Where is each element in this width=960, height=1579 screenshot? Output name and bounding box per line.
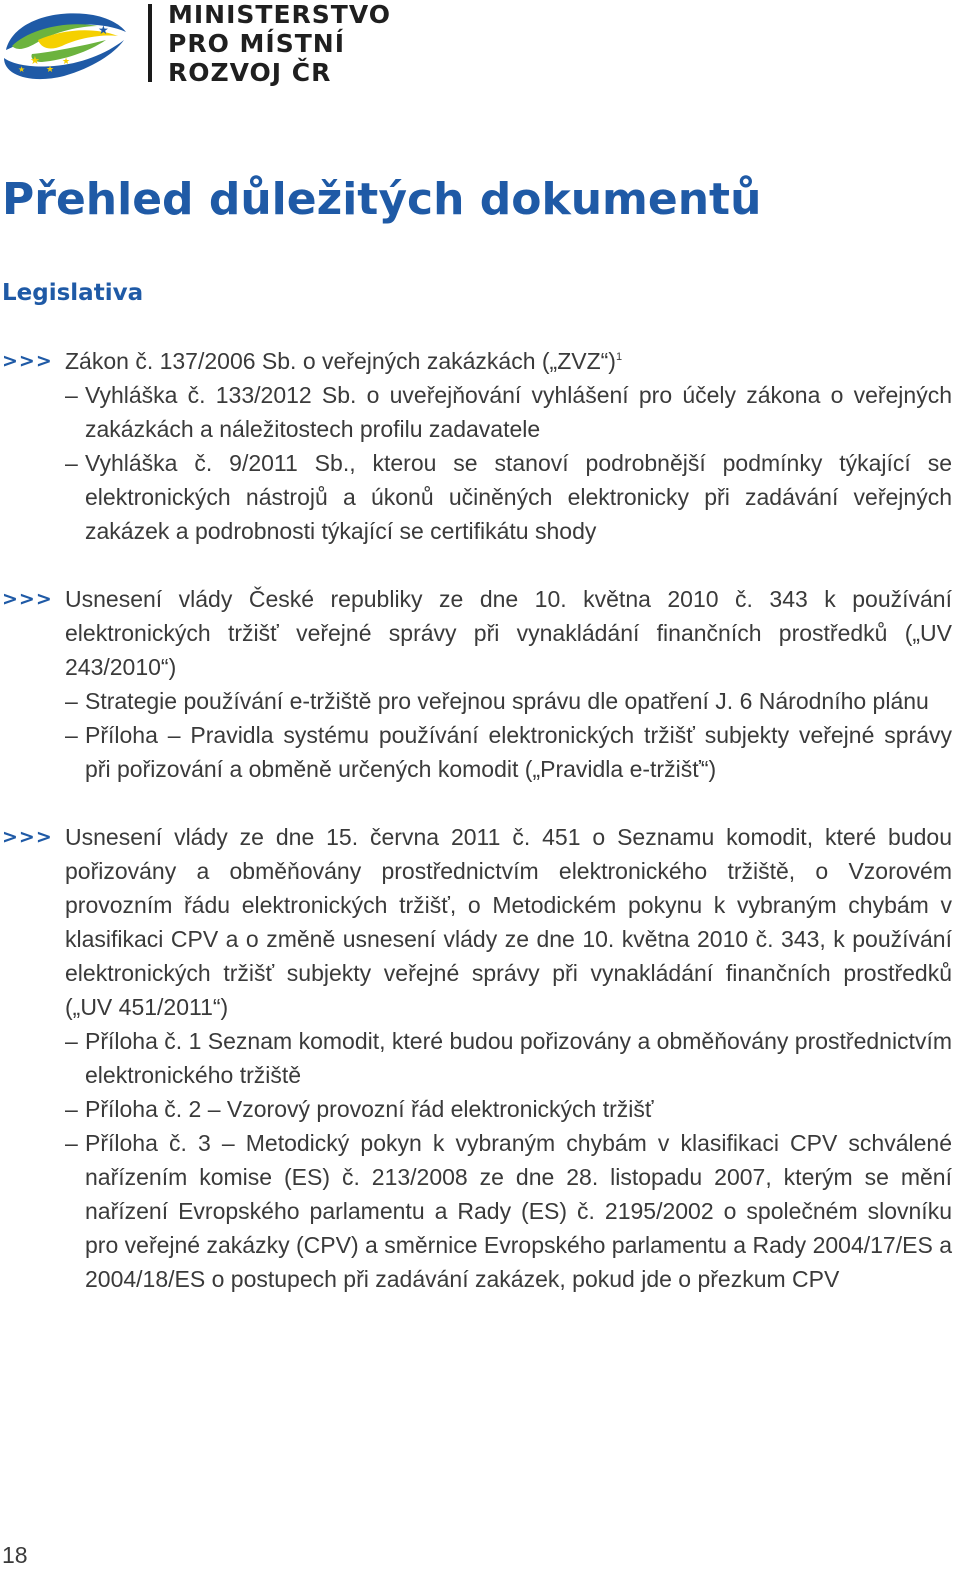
document-group <box>0 820 952 1296</box>
bullet-marker: >>> <box>2 826 53 848</box>
page-number: 18 <box>2 1542 28 1568</box>
document-title <box>65 820 952 1024</box>
sub-document-text: Vyhláška č. 133/2012 Sb. o uveřejňování vyhlášení pro účely zákona o veřejných zakázkách a náležitostech profilu zadavatele <box>85 382 952 442</box>
document-group <box>0 344 952 548</box>
sub-document: – Vyhláška č. 133/2012 Sb. o uveřejňování vyhlášení pro účely zákona o veřejných zakázkách a náležitostech profilu zadavatele <box>65 382 952 442</box>
bullet-marker: >>> <box>2 350 53 372</box>
logo-line: ROZVOJ ČR <box>168 58 332 87</box>
sub-document: – Strategie používání e-tržiště pro veřejnou správu dle opatření J. 6 Národního plánu <box>65 688 929 714</box>
svg-text:★: ★ <box>30 54 40 67</box>
sub-document-text: Příloha č. 3 – Metodický pokyn k vybraným chybám v klasifikaci CPV schválené nařízením komise (ES) č. 213/2008 ze dne 28. listopadu 2007, kterým se mění nařízení Evropského parlamentu a Rady (ES) č. 2195/2002 o společném slovníku pro veřejné zakázky (CPV) a směrnice Evropského parlamentu a Rady 2004/17/ES a 2004/18/ES o postupech při zadávání zakázek, pokud jde o přezkum CPV <box>85 1130 952 1292</box>
document-list <box>0 344 952 1330</box>
sub-document-text: Příloha č. 2 – Vzorový provozní řád elektronických tržišť <box>85 1096 654 1122</box>
logo-divider <box>148 4 152 82</box>
sub-document: – Příloha č. 3 – Metodický pokyn k vybraným chybám v klasifikaci CPV schválené nařízením komise (ES) č. 213/2008 ze dne 28. listopadu 2007, kterým se mění nařízení Evropského parlamentu a Rady (ES) č. 2195/2002 o společném slovníku pro veřejné zakázky (CPV) a směrnice Evropského parlamentu a Rady 2004/17/ES a 2004/18/ES o postupech při zadávání zakázek, pokud jde o přezkum CPV <box>65 1130 952 1292</box>
document-title-text: Usnesení vlády ze dne 15. června 2011 č. 451 o Seznamu komodit, které budou pořizovány a obměňovány prostřednictvím elektronického tržiště, o Vzorovém provozním řádu elektronických tržišť, o Metodickém pokynu k vybraným chybám v klasifikaci CPV a o změně usnesení vlády ze dne 10. května 2010 č. 343, k používání elektronických tržišť subjekty veřejné správy při vynakládání finančních prostředků („UV 451/2011“) <box>65 824 952 1020</box>
sub-document-text: Příloha č. 1 Seznam komodit, které budou pořizovány a obměňovány prostřednictvím elektronického tržiště <box>85 1028 952 1088</box>
logo-line: PRO MÍSTNÍ <box>168 29 345 58</box>
sub-document: – Příloha č. 1 Seznam komodit, které budou pořizovány a obměňovány prostřednictvím elektronického tržiště <box>65 1028 952 1088</box>
sub-document: – Příloha – Pravidla systému používání elektronických tržišť subjekty veřejné správy při pořizování a obměně určených komodit („Pravidla e-tržišť“) <box>65 722 952 782</box>
sub-document: – Vyhláška č. 9/2011 Sb., kterou se stanoví podrobnější podmínky týkající se elektronických nástrojů a úkonů učiněných elektronicky při zadávání veřejných zakázek a podrobnosti týkající se certifikátu shody <box>65 450 952 544</box>
page-title: Přehled důležitých dokumentů <box>2 174 762 225</box>
logo-wordmark <box>168 0 391 87</box>
section-heading: Legislativa <box>2 280 144 306</box>
sub-document: – Příloha č. 2 – Vzorový provozní řád elektronických tržišť <box>65 1096 654 1122</box>
footnote-ref: 1 <box>615 351 623 363</box>
svg-text:★: ★ <box>62 57 71 67</box>
sub-document-text: Příloha – Pravidla systému používání elektronických tržišť subjekty veřejné správy při pořizování a obměně určených komodit („Pravidla e-tržišť“) <box>85 722 952 782</box>
document-title <box>65 582 952 684</box>
sub-document-text: Strategie používání e-tržiště pro veřejnou správu dle opatření J. 6 Národního plánu <box>85 688 929 714</box>
bullet-marker: >>> <box>2 588 53 610</box>
svg-text:★: ★ <box>46 65 55 75</box>
svg-text:★: ★ <box>98 23 109 37</box>
document-title-text: Usnesení vlády České republiky ze dne 10. května 2010 č. 343 k používání elektronických tržišť veřejné správy při vynakládání finančních prostředků („UV 243/2010“) <box>65 586 952 680</box>
sub-document-text: Vyhláška č. 9/2011 Sb., kterou se stanoví podrobnější podmínky týkající se elektronických nástrojů a úkonů učiněných elektronicky při zadávání veřejných zakázek a podrobnosti týkající se certifikátu shody <box>85 450 952 544</box>
document-title <box>65 344 952 378</box>
svg-text:★: ★ <box>18 65 26 74</box>
logo-line: MINISTERSTVO <box>168 0 392 29</box>
ministry-logo <box>0 0 392 90</box>
ministry-emblem-icon <box>2 6 130 82</box>
document-title-text: Zákon č. 137/2006 Sb. o veřejných zakázkách („ZVZ“) <box>65 348 616 374</box>
document-group <box>0 582 952 786</box>
